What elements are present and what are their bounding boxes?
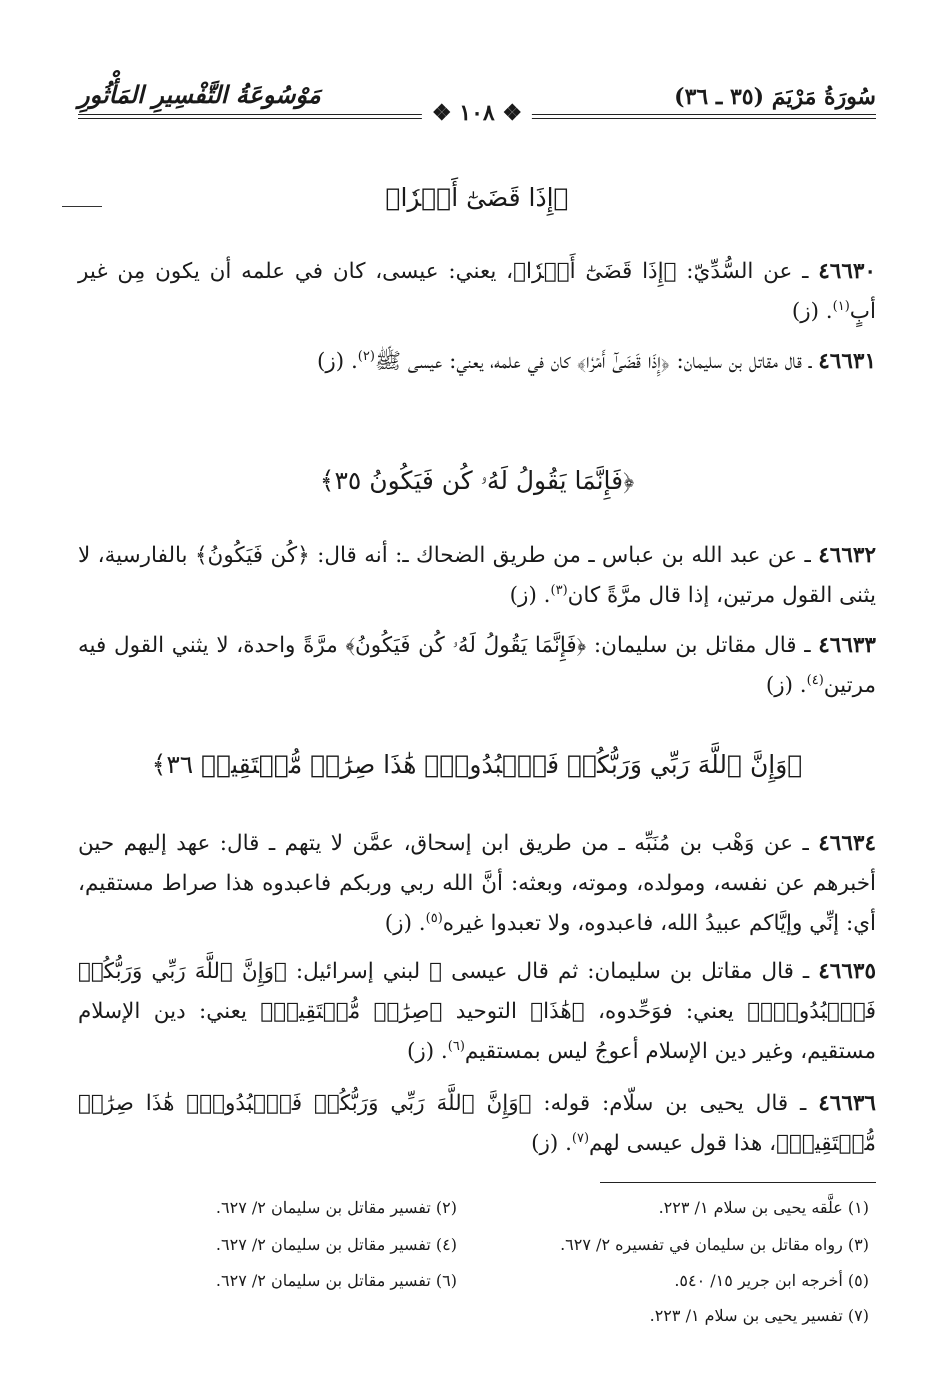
book-title: مَوْسُوعَةُ التَّفْسِيرِ المَأْثُورِ <box>78 80 321 109</box>
source-mark: . (ز) <box>531 1131 572 1156</box>
narration <box>78 1084 876 1164</box>
narration-number: ٤٦٦٣١ <box>818 349 876 374</box>
footnote-ref: (٥) <box>425 910 443 926</box>
source-mark: . (ز) <box>406 1039 448 1064</box>
verse-heading: ﴿وَإِنَّ ٱللَّهَ رَبِّي وَرَبُّكُمۡ فَٱعۡبُدُوهُۚ هَٰذَا صِرَٰطٞ مُّسۡتَقِيمٞ ٣٦﴾ <box>151 750 803 779</box>
ornament-icon: ❖ <box>494 100 523 126</box>
page-number: ❖ ١٠٨ ❖ <box>422 100 532 126</box>
surah-title: سُورَةُ مَرْيَمَ (٣٥ ـ ٣٦) <box>674 84 876 110</box>
narration <box>78 536 876 616</box>
footnote-ref: (٦) <box>447 1038 465 1054</box>
narration-number: ٤٦٦٣٢ <box>818 543 876 568</box>
source-mark: . (ز) <box>509 583 551 608</box>
narration-text: ـ قال مقاتل بن سليمان: ثم قال عيسى ﷺ لبني إسرائيل: ﴿وَإِنَّ ٱللَّهَ رَبِّي وَرَبُّكُمۡ فَٱعۡبُدُوهُۚ﴾ يعني: فوَحِّدوه، ﴿هَٰذَا﴾ التوحيد ﴿صِرَٰطٞ مُّسۡتَقِيمٞ﴾ يعني: دين الإسلام مستقيم، وغير دين الإسلام أعوجُ ليس بمستقيم <box>78 959 876 1064</box>
footnote-ref: (٢) <box>357 348 375 364</box>
narration-text: ـ عن وَهْب بن مُنَبِّه ـ من طريق ابن إسحاق، عمَّن لا يتهم ـ قال: عهد إليهم حين أخبرهم عن نفسه، ومولده، وموته، وبعثه: أنَّ الله ربي وربكم فاعبدوه هذا صراط مستقيم، أي: إنِّي وإيَّاكم عبيدُ الله، فاعبدوه، ولا تعبدوا غيره <box>78 831 876 936</box>
narration-number: ٤٦٦٣٠ <box>818 259 876 284</box>
verse-heading: ﴿إِذَا قَضَىٰٓ أَمۡرٗا﴾ <box>385 183 569 212</box>
footnote-ref: (٧) <box>571 1130 590 1146</box>
narration-text: ـ قال يحيى بن سلّام: قوله: ﴿وَإِنَّ ٱللَّهَ رَبِّي وَرَبُّكُمۡ فَٱعۡبُدُوهُۚ هَٰذَا صِرَٰطٞ مُّسۡتَقِيمٞ﴾، هذا قول عيسى لهم <box>78 1091 876 1156</box>
narration-text: ـ عن عبد الله بن عباس ـ من طريق الضحاك ـ: أنه قال: ﴿كُن فَيَكُونُ﴾ بالفارسية، لا يثنى القول مرتين، إذا قال مرَّةً كان <box>78 543 876 608</box>
source-mark: . (ز) <box>384 911 426 936</box>
narration <box>78 626 876 706</box>
footnote: (٦) تفسير مقاتل بن سليمان ٢/ ٦٢٧. <box>215 1271 457 1290</box>
footnote: (١) علَّقه يحيى بن سلام ١/ ٢٢٣. <box>658 1198 869 1217</box>
narration-number: ٤٦٦٣٣ <box>818 633 876 658</box>
footnote-rule <box>600 1182 876 1183</box>
source-mark: . (ز) <box>791 299 833 324</box>
narration <box>78 342 876 382</box>
footnote: (٧) تفسير يحيى بن سلام ١/ ٢٢٣. <box>649 1306 869 1325</box>
narration-number: ٤٦٦٣٥ <box>818 959 876 984</box>
footnote: (٣) رواه مقاتل بن سليمان في تفسيره ٢/ ٦٢٧. <box>560 1235 869 1254</box>
footnote: (٥) أخرجه ابن جرير ١٥/ ٥٤٠. <box>674 1271 869 1290</box>
narration-number: ٤٦٦٣٤ <box>818 831 876 856</box>
narration-text: ـ قال مقاتل بن سليمان: ﴿إِذَا قَضَىٰٓ أَمۡرٗا﴾ كان في علمه، يعني: عيسى ﷺ <box>374 349 812 374</box>
footnote-ref: (١) <box>832 298 850 314</box>
narration <box>78 952 876 1072</box>
source-mark: . (ز) <box>765 673 807 698</box>
verse-heading: ﴿فَإِنَّمَا يَقُولُ لَهُۥ كُن فَيَكُونُ ٣٥﴾ <box>319 466 635 495</box>
narration <box>78 824 876 944</box>
footnote-ref: (٤) <box>806 672 824 688</box>
narration-text: ـ عن السُّدِّيّ: ﴿إِذَا قَضَىٰٓ أَمۡرٗا﴾، يعني: عيسى، كان في علمه أن يكون مِن غير أبٍ <box>78 259 876 324</box>
narration-number: ٤٦٦٣٦ <box>818 1091 876 1116</box>
narration <box>78 252 876 332</box>
ornament-icon: ❖ <box>431 100 460 126</box>
footnote: (٤) تفسير مقاتل بن سليمان ٢/ ٦٢٧. <box>215 1235 457 1254</box>
running-header <box>78 80 876 126</box>
narration-text: ـ قال مقاتل بن سليمان: ﴿فَإِنَّمَا يَقُولُ لَهُۥ كُن فَيَكُونُ﴾ مرَّةً واحدة، لا يثني القول فيه مرتين <box>78 633 876 698</box>
footnote: (٢) تفسير مقاتل بن سليمان ٢/ ٦٢٧. <box>215 1198 457 1217</box>
footnote-ref: (٣) <box>550 582 568 598</box>
source-mark: . (ز) <box>316 349 358 374</box>
